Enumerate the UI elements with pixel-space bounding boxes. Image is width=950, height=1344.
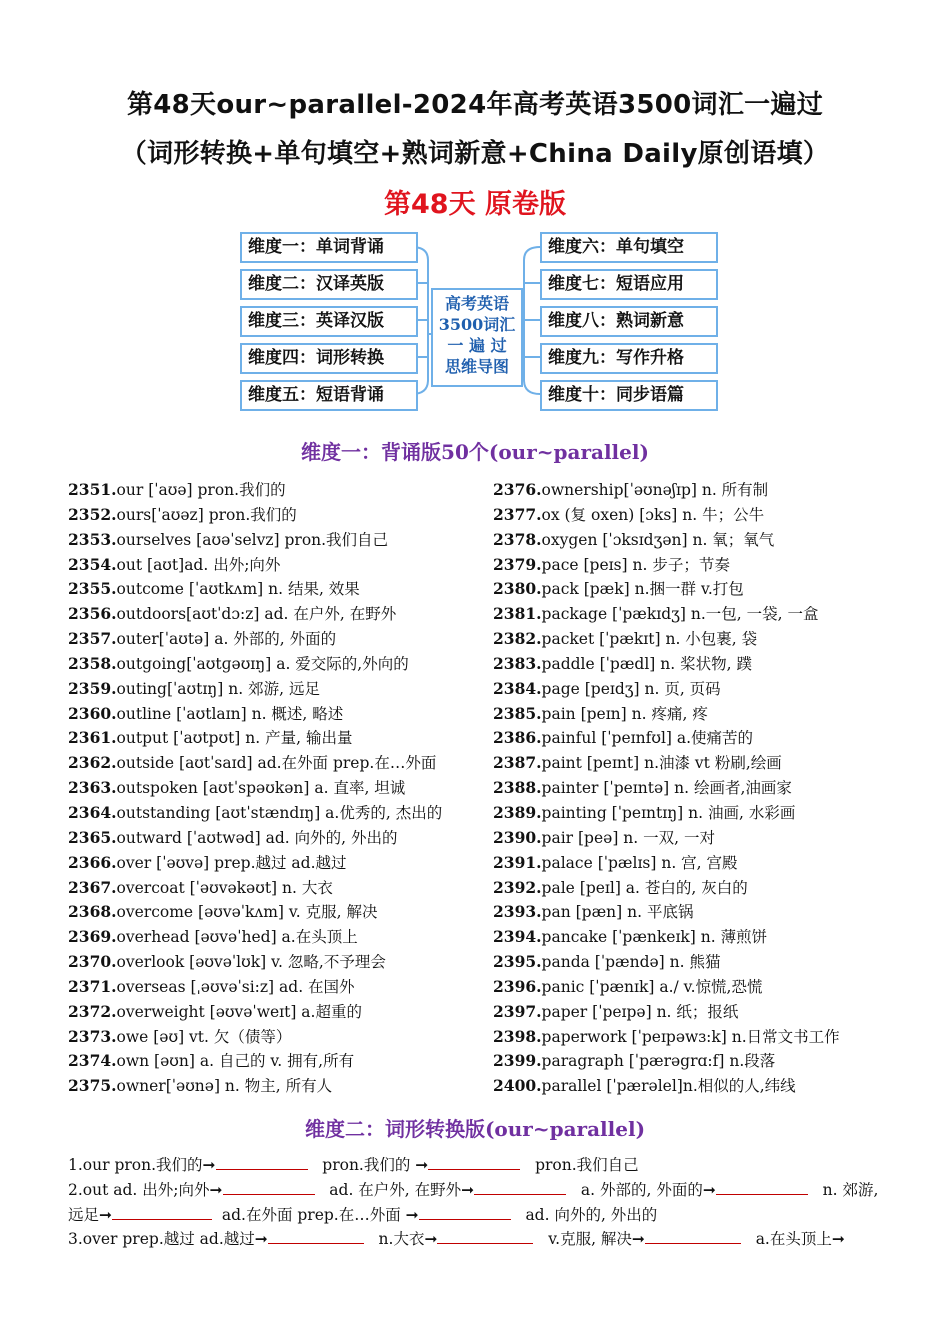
vocab-number: 2386. <box>493 728 542 748</box>
vocab-entry <box>493 900 923 925</box>
conversion-line <box>68 1153 898 1178</box>
vocab-number: 2370. <box>68 952 117 972</box>
vocab-text: output [ˈaʊtpʊt] n. 产量, 输出量 <box>116 729 353 748</box>
vocab-number: 2376. <box>493 480 542 499</box>
title-line-1: 第48天our~parallel-2024年高考英语3500词汇一遍过 <box>126 90 824 120</box>
vocab-number: 2355. <box>68 579 117 599</box>
mindmap-item-1: 维度一：单词背诵 <box>240 232 418 263</box>
prompt-text: 远足➞ <box>68 1205 112 1224</box>
vocab-entry <box>493 776 923 801</box>
vocab-text: pan [pæn] n. 平底锅 <box>541 903 694 922</box>
vocab-number: 2399. <box>493 1051 542 1071</box>
vocab-number: 2366. <box>68 852 117 872</box>
vocab-number: 2395. <box>493 952 542 972</box>
vocab-number: 2381. <box>493 604 542 624</box>
prompt-text: n. 郊游, <box>822 1180 879 1199</box>
vocab-entry <box>68 577 498 602</box>
mindmap-item-4: 维度四：词形转换 <box>240 343 418 374</box>
vocab-text: overcoat [ˈəʊvəkəʊt] n. 大衣 <box>116 878 333 897</box>
vocab-number: 2369. <box>68 927 117 947</box>
vocab-text: painting [ˈpeɪntɪŋ] n. 油画, 水彩画 <box>541 803 796 822</box>
vocab-text: pancake [ˈpænkeɪk] n. 薄煎饼 <box>541 928 768 947</box>
vocab-text: owner[ˈəʊnə] n. 物主, 所有人 <box>116 1077 333 1096</box>
answer-blank[interactable] <box>437 1229 533 1244</box>
vocab-number: 2389. <box>493 802 542 822</box>
vocab-text: pain [peɪn] n. 疼痛, 疼 <box>541 704 708 723</box>
vocab-text: our [ˈaʊə] pron.我们的 <box>116 481 286 499</box>
vocab-entry <box>68 503 498 528</box>
prompt-text: n.大衣➞ <box>378 1230 438 1249</box>
title-line-2: （词形转换+单句填空+熟词新意+China Daily原创语填） <box>120 139 830 169</box>
vocab-column-right <box>493 478 923 1099</box>
vocab-text: panda [ˈpændə] n. 熊猫 <box>541 953 721 972</box>
vocab-entry <box>68 776 498 801</box>
vocab-number: 2358. <box>68 653 117 673</box>
vocab-number: 2377. <box>493 504 542 524</box>
vocab-entry <box>68 876 498 901</box>
vocab-number: 2396. <box>493 976 542 996</box>
vocab-entry <box>68 925 498 950</box>
vocab-entry <box>493 702 923 727</box>
vocab-number: 2391. <box>493 852 542 872</box>
vocab-entry <box>493 1000 923 1025</box>
vocab-entry <box>493 528 923 553</box>
vocab-number: 2397. <box>493 1001 542 1021</box>
vocab-text: own [əʊn] a. 自己的 v. 拥有,所有 <box>116 1052 355 1071</box>
vocab-text: overhead [əʊvəˈhed] a.在头顶上 <box>116 928 358 947</box>
vocab-entry <box>493 577 923 602</box>
answer-blank[interactable] <box>112 1205 212 1220</box>
answer-blank[interactable] <box>268 1229 364 1244</box>
vocab-number: 2357. <box>68 629 117 649</box>
vocab-number: 2400. <box>493 1076 542 1096</box>
vocab-entry <box>493 726 923 751</box>
vocab-text: paragraph [ˈpærəgrɑ:f] n.段落 <box>541 1052 776 1071</box>
vocab-number: 2367. <box>68 877 117 897</box>
vocab-number: 2390. <box>493 827 542 847</box>
vocab-entry <box>493 627 923 652</box>
prompt-text: a.在头顶上➞ <box>755 1230 845 1249</box>
vocab-number: 2393. <box>493 902 542 922</box>
vocab-entry <box>68 751 498 776</box>
vocab-entry <box>493 503 923 528</box>
vocab-entry <box>68 726 498 751</box>
vocab-text: outside [aʊtˈsaɪd] ad.在外面 prep.在…外面 <box>116 754 437 773</box>
mindmap-center-line: 一 遍 过 <box>447 336 507 355</box>
vocab-number: 2356. <box>68 604 117 624</box>
vocab-number: 2354. <box>68 554 117 574</box>
prompt-text: v.克服, 解决➞ <box>548 1230 645 1249</box>
vocab-entry <box>493 1049 923 1074</box>
prompt-text: 3.over prep.越过 ad.越过➞ <box>68 1230 268 1249</box>
mindmap-item-6: 维度六：单句填空 <box>540 232 718 263</box>
vocab-text: outdoors[aʊtˈdɔ:z] ad. 在户外, 在野外 <box>116 605 397 624</box>
vocab-text: outgoing[ˈaʊtɡəʊɪŋ] a. 爱交际的,外向的 <box>116 654 409 673</box>
vocab-entry <box>68 553 498 578</box>
vocab-entry <box>68 826 498 851</box>
conversion-line <box>68 1178 898 1203</box>
vocab-number: 2385. <box>493 703 542 723</box>
vocab-number: 2383. <box>493 653 542 673</box>
vocab-text: paperwork [ˈpeɪpəwɜ:k] n.日常文书工作 <box>541 1027 840 1046</box>
vocab-entry <box>68 1049 498 1074</box>
conversion-exercise <box>68 1153 898 1252</box>
vocab-number: 2375. <box>68 1076 117 1096</box>
prompt-text: a. 外部的, 外面的➞ <box>580 1180 716 1199</box>
vocab-entry <box>68 677 498 702</box>
vocab-number: 2374. <box>68 1051 117 1071</box>
prompt-text: ad. 在户外, 在野外➞ <box>329 1180 475 1199</box>
vocab-text: panic [ˈpænɪk] a./ v.惊慌,恐慌 <box>541 977 763 996</box>
vocab-text: overweight [əʊvəˈweɪt] a.超重的 <box>116 1002 362 1021</box>
vocab-text: ourselves [aʊəˈselvz] pron.我们自己 <box>116 530 389 549</box>
vocab-number: 2351. <box>68 480 117 499</box>
vocab-entry <box>493 677 923 702</box>
vocab-number: 2359. <box>68 678 117 698</box>
vocab-number: 2372. <box>68 1001 117 1021</box>
vocab-entry <box>493 801 923 826</box>
vocab-entry <box>493 652 923 677</box>
vocab-text: out [aʊt]ad. 出外;向外 <box>116 555 281 574</box>
conversion-line <box>68 1227 898 1252</box>
vocab-text: paddle [ˈpædl] n. 桨状物, 蹼 <box>541 654 752 673</box>
answer-blank[interactable] <box>419 1205 511 1220</box>
vocab-text: ownership[ˈəʊnəʃɪp] n. 所有制 <box>541 481 769 499</box>
vocab-number: 2378. <box>493 529 542 549</box>
vocab-text: parallel [ˈpærəlel]n.相似的人,纬线 <box>541 1077 796 1096</box>
vocab-number: 2398. <box>493 1026 542 1046</box>
vocab-entry <box>493 1025 923 1050</box>
mindmap-center-line: 思维导图 <box>444 357 509 376</box>
vocab-number: 2365. <box>68 827 117 847</box>
vocab-entry <box>68 652 498 677</box>
prompt-text: ad.在外面 prep.在…外面 ➞ <box>221 1205 419 1224</box>
vocab-text: ox (复 oxen) [ɔks] n. 牛；公牛 <box>541 505 765 524</box>
vocab-number: 2382. <box>493 629 542 649</box>
mindmap-center-line: 高考英语 <box>444 294 509 313</box>
vocab-number: 2352. <box>68 504 117 524</box>
vocab-text: packet [ˈpækɪt] n. 小包裹, 袋 <box>541 630 758 649</box>
section-2-title: 维度二：词形转换版(our~parallel) <box>304 1117 646 1141</box>
vocab-number: 2387. <box>493 753 542 773</box>
vocab-text: ours[ˈaʊəz] pron.我们的 <box>116 505 297 524</box>
vocab-text: outline [ˈaʊtlaɪn] n. 概述, 略述 <box>116 704 344 723</box>
vocab-number: 2388. <box>493 778 542 798</box>
vocab-entry <box>68 950 498 975</box>
vocab-entry <box>68 1025 498 1050</box>
vocab-number: 2373. <box>68 1026 117 1046</box>
vocab-number: 2380. <box>493 579 542 599</box>
vocab-text: package [ˈpækɪdʒ] n.一包, 一袋, 一盒 <box>541 605 819 624</box>
vocab-number: 2379. <box>493 554 542 574</box>
vocab-text: page [peɪdʒ] n. 页, 页码 <box>541 679 721 698</box>
vocab-entry <box>68 528 498 553</box>
vocab-text: outspoken [aʊtˈspəʊkən] a. 直率, 坦诚 <box>116 779 406 798</box>
vocab-text: overlook [əʊvəˈlʊk] v. 忽略,不予理会 <box>116 953 386 972</box>
prompt-text: pron.我们自己 <box>535 1156 639 1174</box>
vocab-number: 2368. <box>68 902 117 922</box>
section-1-title: 维度一：背诵版50个(our~parallel) <box>301 440 649 464</box>
vocab-entry <box>493 602 923 627</box>
mindmap-item-5: 维度五：短语背诵 <box>240 380 418 411</box>
vocab-text: oxygen [ˈɔksɪdʒən] n. 氧；氧气 <box>541 530 775 549</box>
answer-blank[interactable] <box>474 1180 566 1195</box>
vocab-text: painter [ˈpeɪntə] n. 绘画者,油画家 <box>541 779 792 798</box>
mindmap-item-3: 维度三：英译汉版 <box>240 306 418 337</box>
vocab-entry <box>68 602 498 627</box>
vocab-text: overcome [əʊvəˈkʌm] v. 克服, 解决 <box>116 903 378 922</box>
mindmap-item-10: 维度十：同步语篇 <box>540 380 718 411</box>
vocab-number: 2361. <box>68 728 117 748</box>
vocab-text: palace [ˈpælɪs] n. 宫, 宫殿 <box>541 853 738 872</box>
vocab-entry <box>493 876 923 901</box>
answer-blank[interactable] <box>645 1229 741 1244</box>
vocab-entry <box>68 851 498 876</box>
answer-blank[interactable] <box>216 1155 308 1170</box>
vocab-number: 2363. <box>68 778 117 798</box>
vocab-number: 2353. <box>68 529 117 549</box>
vocab-entry <box>493 925 923 950</box>
conversion-line <box>68 1203 898 1228</box>
vocab-text: outward [ˈaʊtwəd] ad. 向外的, 外出的 <box>116 828 398 847</box>
vocab-text: outstanding [aʊtˈstændɪŋ] a.优秀的, 杰出的 <box>116 803 443 822</box>
vocab-text: paint [peɪnt] n.油漆 vt 粉刷,绘画 <box>541 754 782 773</box>
prompt-text: ad. 向外的, 外出的 <box>525 1205 658 1224</box>
vocab-text: owe [əʊ] vt. 欠（债等） <box>116 1027 292 1046</box>
vocab-text: overseas [ˌəʊvəˈsi:z] ad. 在国外 <box>116 977 355 996</box>
vocab-entry <box>68 1000 498 1025</box>
vocab-entry <box>493 478 923 503</box>
vocab-entry <box>68 1074 498 1099</box>
mindmap-center-line: 3500词汇 <box>438 315 516 334</box>
vocab-entry <box>493 1074 923 1099</box>
vocab-column-left <box>68 478 498 1099</box>
vocab-entry <box>493 751 923 776</box>
vocab-entry <box>68 627 498 652</box>
prompt-text: pron.我们的 ➞ <box>322 1156 429 1174</box>
vocab-entry <box>493 851 923 876</box>
vocab-text: over [ˈəʊvə] prep.越过 ad.越过 <box>116 853 347 872</box>
mindmap-item-7: 维度七：短语应用 <box>540 269 718 300</box>
vocab-number: 2364. <box>68 802 117 822</box>
prompt-text: 1.our pron.我们的➞ <box>68 1156 216 1174</box>
vocab-number: 2392. <box>493 877 542 897</box>
vocab-text: outcome [ˈaʊtkʌm] n. 结果, 效果 <box>116 580 360 599</box>
vocab-text: outer[ˈaʊtə] a. 外部的, 外面的 <box>116 630 337 649</box>
vocab-entry <box>68 702 498 727</box>
vocab-text: painful [ˈpeɪnfʊl] a.使痛苦的 <box>541 729 754 748</box>
vocab-number: 2371. <box>68 976 117 996</box>
vocab-text: pace [peɪs] n. 步子；节奏 <box>541 555 730 574</box>
answer-blank[interactable] <box>223 1180 315 1195</box>
vocab-number: 2384. <box>493 678 542 698</box>
mindmap-center <box>431 288 523 387</box>
vocab-text: outing[ˈaʊtɪŋ] n. 郊游, 远足 <box>116 679 320 698</box>
mindmap-item-2: 维度二：汉译英版 <box>240 269 418 300</box>
vocab-entry <box>493 950 923 975</box>
vocab-number: 2394. <box>493 927 542 947</box>
vocab-entry <box>68 975 498 1000</box>
mindmap-item-8: 维度八：熟词新意 <box>540 306 718 337</box>
vocab-entry <box>68 801 498 826</box>
mindmap-item-9: 维度九：写作升格 <box>540 343 718 374</box>
subtitle: 第48天 原卷版 <box>384 189 566 220</box>
vocab-text: pair [peə] n. 一双, 一对 <box>541 828 715 847</box>
vocab-entry <box>493 553 923 578</box>
vocab-entry <box>493 826 923 851</box>
vocab-text: pack [pæk] n.捆一群 v.打包 <box>541 580 744 599</box>
vocab-entry <box>493 975 923 1000</box>
vocab-number: 2360. <box>68 703 117 723</box>
prompt-text: 2.out ad. 出外;向外➞ <box>68 1180 223 1199</box>
vocab-text: pale [peɪl] a. 苍白的, 灰白的 <box>541 878 748 897</box>
vocab-entry <box>68 900 498 925</box>
vocab-entry <box>68 478 498 503</box>
vocab-text: paper [ˈpeɪpə] n. 纸；报纸 <box>541 1002 739 1021</box>
vocab-number: 2362. <box>68 753 117 773</box>
answer-blank[interactable] <box>428 1155 520 1170</box>
answer-blank[interactable] <box>716 1180 808 1195</box>
